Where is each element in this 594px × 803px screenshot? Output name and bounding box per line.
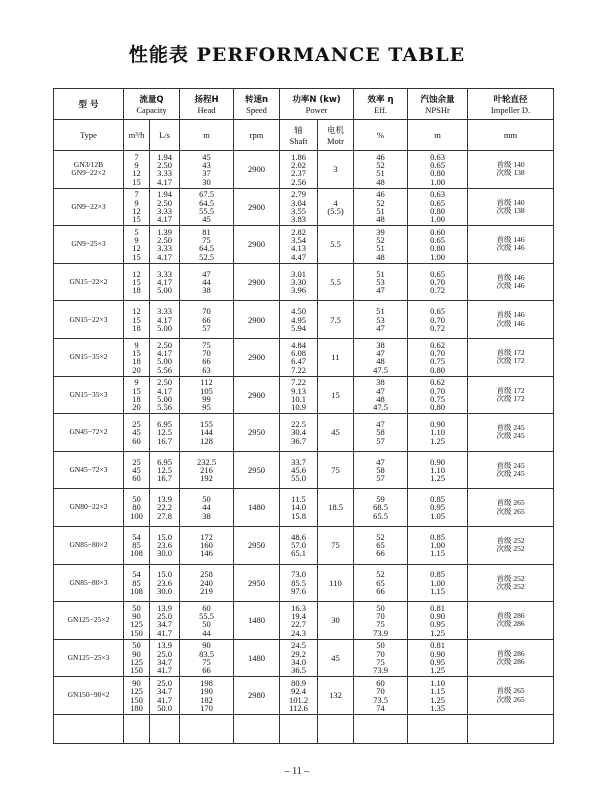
shaft-power-cell: 48.6 57.0 65.1	[280, 526, 318, 564]
npshr-cell: 0.65 0.70 0.72	[408, 301, 468, 339]
shaft-power-cell: 3.01 3.30 3.96	[280, 263, 318, 301]
shaft-power-cell: 4.84 6.08 6.47 7.22	[280, 338, 318, 376]
shaft-power-cell: 4.50 4.95 5.94	[280, 301, 318, 339]
empty-cell	[408, 714, 468, 743]
efficiency-cell: 51 53 47	[354, 301, 408, 339]
efficiency-cell: 38 47 48 47.5	[354, 338, 408, 376]
motor-power-cell: 45	[318, 414, 354, 452]
table-row	[54, 526, 554, 564]
capacity-ls-cell: 13.9 25.0 34.7 41.7	[150, 602, 180, 640]
unit-m3h: m³/h	[124, 120, 150, 151]
capacity-ls-cell: 2.50 4.17 5.00 5.56	[150, 376, 180, 414]
efficiency-cell: 38 47 48 47.5	[354, 376, 408, 414]
npshr-cell: 1.10 1.15 1.25 1.35	[408, 677, 468, 715]
efficiency-cell: 50 70 75 73.9	[354, 602, 408, 640]
efficiency-cell: 47 58 57	[354, 451, 408, 489]
efficiency-cell: 46 52 51 48	[354, 188, 408, 226]
model-cell: GN125−25×2	[54, 602, 124, 640]
model-cell: GN15−22×2	[54, 263, 124, 301]
model-cell: GN15−35×3	[54, 376, 124, 414]
speed-cell: 2900	[234, 226, 280, 264]
head-cell: 90 83.5 75 66	[180, 639, 234, 677]
header-impeller: 叶轮直径 Impeller D.	[468, 89, 554, 120]
unit-mm: mm	[468, 120, 554, 151]
head-cell: 155 144 128	[180, 414, 234, 452]
model-cell: GN150−90×2	[54, 677, 124, 715]
shaft-power-cell: 11.5 14.0 15.8	[280, 489, 318, 527]
capacity-ls-cell: 13.9 25.0 34.7 41.7	[150, 639, 180, 677]
motor-power-cell: 75	[318, 451, 354, 489]
capacity-ls-cell: 6.95 12.5 16.7	[150, 414, 180, 452]
impeller-cell: 首级 252 次级 252	[468, 526, 554, 564]
impeller-cell: 首级 265 次级 265	[468, 489, 554, 527]
speed-cell: 2900	[234, 376, 280, 414]
impeller-cell: 首级 172 次级 172	[468, 338, 554, 376]
capacity-ls-cell: 1.39 2.50 3.33 4.17	[150, 226, 180, 264]
capacity-m3h-cell: 9 15 18 20	[124, 376, 150, 414]
unit-pct: %	[354, 120, 408, 151]
npshr-cell: 0.62 0.70 0.75 0.80	[408, 376, 468, 414]
title-cn: 性能表	[128, 44, 189, 66]
empty-cell	[54, 714, 124, 743]
shaft-power-cell: 33.7 45.6 55.0	[280, 451, 318, 489]
empty-cell	[280, 714, 318, 743]
unit-rpm: rpm	[234, 120, 280, 151]
empty-cell	[354, 714, 408, 743]
speed-cell: 2900	[234, 188, 280, 226]
npshr-cell: 0.81 0.90 0.95 1.25	[408, 639, 468, 677]
header-power: 功率N (kw) Power	[280, 89, 354, 120]
head-cell: 112 105 99 95	[180, 376, 234, 414]
title-en: PERFORMANCE TABLE	[196, 44, 466, 66]
model-cell: GN15−35×2	[54, 338, 124, 376]
speed-cell: 1480	[234, 639, 280, 677]
motor-power-cell: 5.5	[318, 263, 354, 301]
empty-row	[54, 714, 554, 743]
motor-power-cell: 18.5	[318, 489, 354, 527]
empty-cell	[318, 714, 354, 743]
empty-cell	[124, 714, 150, 743]
table-body	[54, 151, 554, 744]
impeller-cell: 首级 286 次级 286	[468, 639, 554, 677]
motor-power-cell: 45	[318, 639, 354, 677]
empty-cell	[180, 714, 234, 743]
capacity-m3h-cell: 25 45 60	[124, 414, 150, 452]
speed-cell: 2980	[234, 677, 280, 715]
capacity-ls-cell: 2.50 4.17 5.00 5.56	[150, 338, 180, 376]
speed-cell: 1480	[234, 489, 280, 527]
motor-power-cell: 3	[318, 151, 354, 189]
model-cell: GN125−25×3	[54, 639, 124, 677]
header-speed: 转速n Speed	[234, 89, 280, 120]
impeller-cell: 首级 245 次级 245	[468, 414, 554, 452]
motor-power-cell: 75	[318, 526, 354, 564]
header-row-units	[54, 120, 554, 151]
model-cell: GN85−80×3	[54, 564, 124, 602]
capacity-ls-cell: 13.9 22.2 27.8	[150, 489, 180, 527]
efficiency-cell: 52 65 66	[354, 564, 408, 602]
shaft-power-cell: 73.0 85.5 97.6	[280, 564, 318, 602]
capacity-m3h-cell: 54 85 108	[124, 526, 150, 564]
efficiency-cell: 51 53 47	[354, 263, 408, 301]
npshr-cell: 0.60 0.65 0.80 1.00	[408, 226, 468, 264]
impeller-cell: 首级 146 次级 146	[468, 263, 554, 301]
model-cell: GN45−72×3	[54, 451, 124, 489]
table-row	[54, 677, 554, 715]
impeller-cell: 首级 245 次级 245	[468, 451, 554, 489]
motor-power-cell: 30	[318, 602, 354, 640]
speed-cell: 2950	[234, 564, 280, 602]
model-cell: GN9−22×3	[54, 188, 124, 226]
unit-type: Type	[54, 120, 124, 151]
capacity-m3h-cell: 7 9 12 15	[124, 151, 150, 189]
efficiency-cell: 50 70 75 73.9	[354, 639, 408, 677]
npshr-cell: 0.90 1.10 1.25	[408, 414, 468, 452]
impeller-cell: 首级 140 次级 138	[468, 188, 554, 226]
page-title	[0, 40, 594, 67]
model-cell: GN3/12B GN9−22×2	[54, 151, 124, 189]
motor-power-cell: 11	[318, 338, 354, 376]
table-row	[54, 151, 554, 189]
head-cell: 45 43 37 30	[180, 151, 234, 189]
shaft-power-cell: 2.79 3.04 3.55 3.83	[280, 188, 318, 226]
header-head: 扬程H Head	[180, 89, 234, 120]
shaft-power-cell: 1.86 2.02 2.37 2.56	[280, 151, 318, 189]
speed-cell: 1480	[234, 602, 280, 640]
npshr-cell: 0.85 0.95 1.05	[408, 489, 468, 527]
npshr-cell: 0.63 0.65 0.80 1.00	[408, 151, 468, 189]
model-cell: GN80−22×2	[54, 489, 124, 527]
head-cell: 232.5 216 192	[180, 451, 234, 489]
header-capacity: 流量Q Capacity	[124, 89, 180, 120]
npshr-cell: 0.63 0.65 0.80 1.00	[408, 188, 468, 226]
capacity-m3h-cell: 90 125 150 180	[124, 677, 150, 715]
head-cell: 67.5 64.5 55.5 45	[180, 188, 234, 226]
impeller-cell: 首级 286 次级 286	[468, 602, 554, 640]
shaft-power-cell: 80.9 92.4 101.2 112.6	[280, 677, 318, 715]
shaft-power-cell: 24.5 29.2 34.0 36.5	[280, 639, 318, 677]
motor-power-cell: 7.5	[318, 301, 354, 339]
impeller-cell: 首级 252 次级 252	[468, 564, 554, 602]
head-cell: 81 75 64.5 52.5	[180, 226, 234, 264]
speed-cell: 2900	[234, 151, 280, 189]
efficiency-cell: 39 52 51 48	[354, 226, 408, 264]
unit-shaft: 轴 Shaft	[280, 120, 318, 151]
unit-m: m	[180, 120, 234, 151]
shaft-power-cell: 7.22 9.13 10.1 10.9	[280, 376, 318, 414]
motor-power-cell: 4 (5.5)	[318, 188, 354, 226]
speed-cell: 2900	[234, 301, 280, 339]
efficiency-cell: 47 58 57	[354, 414, 408, 452]
table-row	[54, 301, 554, 339]
efficiency-cell: 46 52 51 48	[354, 151, 408, 189]
table-row	[54, 376, 554, 414]
empty-cell	[234, 714, 280, 743]
speed-cell: 2950	[234, 526, 280, 564]
head-cell: 50 44 38	[180, 489, 234, 527]
speed-cell: 2950	[234, 414, 280, 452]
header-npshr: 汽蚀余量 NPSHr	[408, 89, 468, 120]
capacity-m3h-cell: 5 9 12 15	[124, 226, 150, 264]
head-cell: 60 55.5 50 44	[180, 602, 234, 640]
shaft-power-cell: 16.3 19.4 22.7 24.3	[280, 602, 318, 640]
head-cell: 75 70 66 63	[180, 338, 234, 376]
header-model: 型 号	[54, 89, 124, 120]
capacity-m3h-cell: 7 9 12 15	[124, 188, 150, 226]
capacity-ls-cell: 15.0 23.6 30.0	[150, 526, 180, 564]
speed-cell: 2900	[234, 263, 280, 301]
capacity-ls-cell: 25.0 34.7 41.7 50.0	[150, 677, 180, 715]
capacity-ls-cell: 1.94 2.50 3.33 4.17	[150, 151, 180, 189]
capacity-m3h-cell: 50 80 100	[124, 489, 150, 527]
motor-power-cell: 5.5	[318, 226, 354, 264]
table-row	[54, 489, 554, 527]
impeller-cell: 首级 140 次级 138	[468, 151, 554, 189]
impeller-cell: 首级 265 次级 265	[468, 677, 554, 715]
unit-motor: 电机 Motr	[318, 120, 354, 151]
npshr-cell: 0.65 0.70 0.72	[408, 263, 468, 301]
npshr-cell: 0.90 1.10 1.25	[408, 451, 468, 489]
capacity-ls-cell: 6.95 12.5 16.7	[150, 451, 180, 489]
motor-power-cell: 15	[318, 376, 354, 414]
motor-power-cell: 132	[318, 677, 354, 715]
motor-power-cell: 110	[318, 564, 354, 602]
capacity-m3h-cell: 12 15 18	[124, 301, 150, 339]
unit-ls: L/s	[150, 120, 180, 151]
table-row	[54, 564, 554, 602]
model-cell: GN9−25×3	[54, 226, 124, 264]
empty-cell	[150, 714, 180, 743]
model-cell: GN15−22×3	[54, 301, 124, 339]
head-cell: 258 240 219	[180, 564, 234, 602]
impeller-cell: 首级 146 次级 146	[468, 301, 554, 339]
capacity-m3h-cell: 54 85 108	[124, 564, 150, 602]
capacity-ls-cell: 1.94 2.50 3.33 4.17	[150, 188, 180, 226]
empty-cell	[468, 714, 554, 743]
shaft-power-cell: 22.5 30.4 36.7	[280, 414, 318, 452]
table-row	[54, 263, 554, 301]
performance-table	[53, 88, 554, 744]
model-cell: GN45−72×2	[54, 414, 124, 452]
table-row	[54, 338, 554, 376]
capacity-m3h-cell: 12 15 18	[124, 263, 150, 301]
impeller-cell: 首级 146 次级 146	[468, 226, 554, 264]
impeller-cell: 首级 172 次级 172	[468, 376, 554, 414]
head-cell: 172 160 146	[180, 526, 234, 564]
capacity-ls-cell: 15.0 23.6 30.0	[150, 564, 180, 602]
capacity-m3h-cell: 50 90 125 150	[124, 602, 150, 640]
table-row	[54, 602, 554, 640]
speed-cell: 2950	[234, 451, 280, 489]
unit-npshr: m	[408, 120, 468, 151]
table-row	[54, 188, 554, 226]
head-cell: 198 190 182 170	[180, 677, 234, 715]
head-cell: 47 44 38	[180, 263, 234, 301]
shaft-power-cell: 2.82 3.54 4.13 4.47	[280, 226, 318, 264]
capacity-m3h-cell: 9 15 18 20	[124, 338, 150, 376]
speed-cell: 2900	[234, 338, 280, 376]
efficiency-cell: 59 68.5 65.5	[354, 489, 408, 527]
model-cell: GN85−80×2	[54, 526, 124, 564]
head-cell: 70 66 57	[180, 301, 234, 339]
capacity-m3h-cell: 25 45 60	[124, 451, 150, 489]
npshr-cell: 0.85 1.00 1.15	[408, 564, 468, 602]
efficiency-cell: 60 70 73.5 74	[354, 677, 408, 715]
table-row	[54, 451, 554, 489]
capacity-ls-cell: 3.33 4.17 5.00	[150, 263, 180, 301]
capacity-ls-cell: 3.33 4.17 5.00	[150, 301, 180, 339]
table-row	[54, 639, 554, 677]
npshr-cell: 0.85 1.00 1.15	[408, 526, 468, 564]
npshr-cell: 0.81 0.90 0.95 1.25	[408, 602, 468, 640]
table-row	[54, 414, 554, 452]
capacity-m3h-cell: 50 90 125 150	[124, 639, 150, 677]
page-number: – 11 –	[284, 766, 310, 777]
efficiency-cell: 52 65 66	[354, 526, 408, 564]
header-row-names	[54, 89, 554, 120]
header-eff: 效率 η Eff.	[354, 89, 408, 120]
table-row	[54, 226, 554, 264]
npshr-cell: 0.62 0.70 0.75 0.80	[408, 338, 468, 376]
